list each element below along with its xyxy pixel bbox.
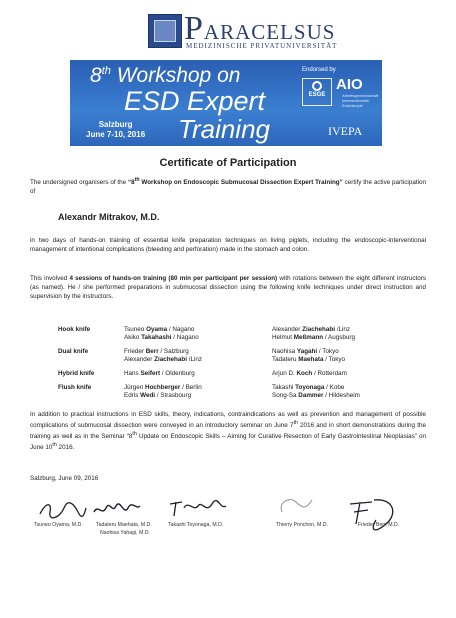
instructor-name: Alexander Ziachehabi /Linz xyxy=(124,356,203,363)
workshop-banner xyxy=(70,60,382,146)
knife-type: Hook knife xyxy=(58,326,91,333)
instructor-name: Helmut Meßmann / Augsburg xyxy=(272,334,355,341)
instructor-name: Akiko Takahashi / Nagano xyxy=(124,334,199,341)
university-name: PARACELSUS xyxy=(184,10,336,47)
signature-name-berr: Frieder Berr, M.D. xyxy=(358,522,400,528)
certificate-title: Certificate of Participation xyxy=(159,157,297,169)
instructor-name: Takashi Toyonaga / Kobe xyxy=(272,384,345,391)
signature-name-toyonaga: Takashi Toyonaga, M.D. xyxy=(168,522,224,528)
university-subtitle: MEDIZINISCHE PRIVATUNIVERSITÄT xyxy=(186,42,338,50)
signature-name-ponchon: Thierry Ponchon, M.D. xyxy=(276,522,328,528)
instructor-name: Song-Sa Dammer / Hildesheim xyxy=(272,392,360,399)
banner-line-3: Training xyxy=(178,114,271,144)
instructor-row xyxy=(58,348,428,356)
instructor-row xyxy=(58,334,428,342)
knife-type: Flush knife xyxy=(58,384,92,391)
aio-subtitle: Arbeitsgemeinschaft Interventionelle Endoskopie xyxy=(342,93,379,108)
instructor-row xyxy=(58,370,428,378)
instructor-name: Edris Wedi / Strasbourg xyxy=(124,392,192,399)
signature-toyonaga xyxy=(168,498,228,525)
instructor-name: Arjun D. Koch / Rotterdam xyxy=(272,370,347,377)
banner-line-2: ESD Expert xyxy=(124,86,266,116)
banner-location: Salzburg June 7-10, 2016 xyxy=(86,120,146,139)
instructor-row xyxy=(58,392,428,400)
aio-logo-icon: AIO xyxy=(336,76,363,93)
university-logo-icon xyxy=(148,14,182,48)
instructor-name: Frieder Berr / Salzburg xyxy=(124,348,189,355)
ivepa-logo-icon: IVEPA xyxy=(328,124,363,138)
endorsed-label: Endorsed by xyxy=(302,67,336,73)
instructor-name: Tsuneo Oyama / Nagano xyxy=(124,326,195,333)
signature-name-yahagi: Naohisa Yahagi, M.D. xyxy=(100,530,150,536)
instructor-row xyxy=(58,356,428,364)
participant-name: Alexandr Mitrakov, M.D. xyxy=(58,212,160,222)
intro-paragraph: The undersigned organisers of the “8th Workshop on Endoscopic Submucosal Dissection Expert Training” certify the active participation of xyxy=(30,177,426,196)
instructor-row xyxy=(58,326,428,334)
training-paragraph: in two days of hands-on training of essential knife preparation techniques on living piglets, including the endoscopic-interventional management of intentional complications (bleeding and perforation) made in the stomach and colon. xyxy=(30,237,426,253)
signature-berr xyxy=(346,494,406,539)
instructor-name: Tadateru Maehata / Tokyo xyxy=(272,356,346,363)
instructor-name: Jürgen Hochberger / Berlin xyxy=(124,384,202,391)
instructor-name: Hans Seifert / Oldenburg xyxy=(124,370,195,377)
instructor-name: Alexander Ziachehabi /Linz xyxy=(272,326,351,333)
sessions-paragraph: This involved 4 sessions of hands-on training (80 min per participant per session) with rotations between the eight different instructors (as named). He / she performed preparations in submucosal dissection using the following knife techniques under direct instruction and supervision by the instructors. xyxy=(30,275,426,300)
knife-type: Dual knife xyxy=(58,348,89,355)
seminar-paragraph: In addition to practical instructions in ESD skills, theory, indications, contraindications as well as prevention and management of possible complications of submucosal dissection were conveyed in an introductory seminar on June 7th 2016 and in short demonstrations during the training as well as in the Seminar “8th Update on Endoscopic Skills – Aiming for Curative Resection of Early Gastrointestinal Neoplasias” on June 10th 2016. xyxy=(30,411,426,452)
esge-logo-icon: ESGE xyxy=(302,78,332,106)
signature-ponchon xyxy=(276,494,316,523)
signature-name-oyama: Tsuneo Oyama, M.D. xyxy=(34,522,83,528)
banner-line-1: 8th Workshop on xyxy=(90,64,241,87)
knife-type: Hybrid knife xyxy=(58,370,95,377)
date-line: Salzburg, June 09, 2016 xyxy=(30,475,99,482)
instructor-table xyxy=(58,326,428,406)
signature-name-maehata: Tadateru Maehata, M.D. xyxy=(96,522,152,528)
instructor-name: Naohisa Yagahi / Tokyo xyxy=(272,348,339,355)
instructor-row xyxy=(58,384,428,392)
